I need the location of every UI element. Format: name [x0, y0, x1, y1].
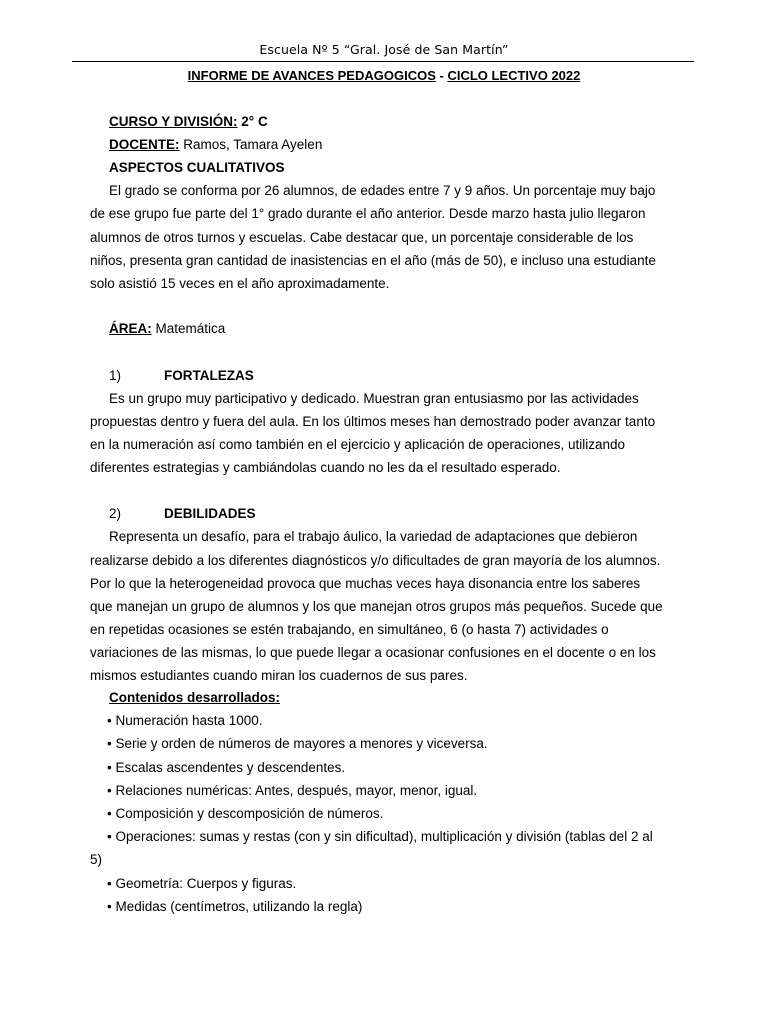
curso-line: [109, 114, 268, 129]
contenido-item: • Geometría: Cuerpos y figuras.: [107, 876, 297, 891]
contenido-item-continuation: 5): [90, 852, 103, 867]
area-value: Matemática: [151, 321, 226, 336]
aspectos-line: El grado se conforma por 26 alumnos, de edades entre 7 y 9 años. Un porcentaje muy bajo: [109, 183, 656, 198]
debilidades-line: que manejan un grupo de alumnos y los que manejan otros grupos más pequeños. Sucede que: [90, 599, 663, 614]
aspectos-line: solo asistió 15 veces en el año aproximadamente.: [90, 276, 390, 291]
area-label: ÁREA:: [109, 321, 152, 336]
aspectos-line: de ese grupo fue parte del 1° grado durante el año anterior. Desde marzo hasta julio llegaron: [90, 206, 646, 221]
curso-label: CURSO Y DIVISIÓN:: [109, 114, 238, 129]
report-title-cycle: CICLO LECTIVO 2022: [447, 68, 581, 83]
aspectos-heading: ASPECTOS CUALITATIVOS: [109, 160, 285, 175]
debilidades-line: realizarse debido a los diferentes diagnósticos y/o dificultades de gran mayoría de los alumnos.: [90, 553, 661, 568]
fortalezas-number: 1): [109, 368, 122, 383]
debilidades-line: mismos estudiantes cuando miran los cuadernos de sus pares.: [90, 668, 468, 683]
debilidades-line: variaciones de las mismas, lo que puede llegar a ocasionar confusiones en el docente o en los: [90, 645, 656, 660]
contenidos-heading: Contenidos desarrollados:: [109, 690, 281, 705]
fortalezas-heading: FORTALEZAS: [164, 368, 254, 383]
docente-line: [109, 137, 322, 152]
report-title-separator: -: [435, 68, 448, 83]
contenido-item: • Operaciones: sumas y restas (con y sin dificultad), multiplicación y división (tablas del 2 al: [107, 829, 653, 844]
header-divider: [72, 61, 694, 62]
contenido-item: • Relaciones numéricas: Antes, después, mayor, menor, igual.: [107, 783, 478, 798]
report-title-main: INFORME DE AVANCES PEDAGOGICOS: [187, 68, 436, 83]
report-title: [0, 68, 768, 83]
curso-value: 2° C: [237, 114, 268, 129]
debilidades-heading: DEBILIDADES: [164, 506, 256, 521]
fortalezas-line: propuestas dentro y fuera del aula. En los últimos meses han demostrado poder avanzar tanto: [90, 414, 656, 429]
school-header: Escuela Nº 5 “Gral. José de San Martín”: [259, 42, 509, 57]
docente-value: Ramos, Tamara Ayelen: [179, 137, 323, 152]
contenido-item: • Escalas ascendentes y descendentes.: [107, 760, 346, 775]
debilidades-number: 2): [109, 506, 122, 521]
fortalezas-line: Es un grupo muy participativo y dedicado. Muestran gran entusiasmo por las actividades: [109, 391, 639, 406]
contenido-item: • Numeración hasta 1000.: [107, 713, 263, 728]
fortalezas-line: diferentes estrategias y cambiándolas cuando no les da el resultado esperado.: [90, 460, 561, 475]
aspectos-line: alumnos de otros turnos y escuelas. Cabe destacar que, un porcentaje considerable de los: [90, 230, 634, 245]
area-line: [109, 321, 225, 336]
contenido-item: • Composición y descomposición de números.: [107, 806, 384, 821]
contenido-item: • Medidas (centímetros, utilizando la regla): [107, 899, 363, 914]
fortalezas-line: en la numeración así como también en el ejercicio y aplicación de operaciones, utilizando: [90, 437, 626, 452]
contenido-item: • Serie y orden de números de mayores a menores y viceversa.: [107, 736, 488, 751]
debilidades-line: Representa un desafío, para el trabajo áulico, la variedad de adaptaciones que debieron: [109, 529, 638, 544]
debilidades-line: en repetidas ocasiones se estén trabajando, en simultáneo, 6 (o hasta 7) actividades o: [90, 622, 609, 637]
debilidades-line: Por lo que la heterogeneidad provoca que muchas veces haya disonancia entre los saberes: [90, 576, 641, 591]
docente-label: DOCENTE:: [109, 137, 180, 152]
aspectos-line: niños, presenta gran cantidad de inasistencias en el año (más de 50), e incluso una estudiante: [90, 253, 656, 268]
